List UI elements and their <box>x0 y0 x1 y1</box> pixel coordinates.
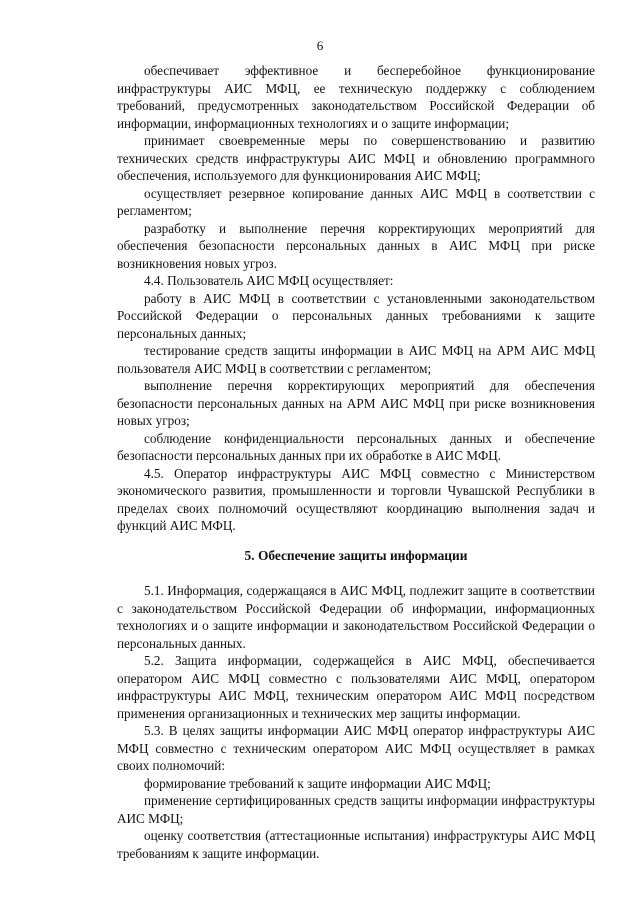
document-body <box>117 62 595 862</box>
page-number: 6 <box>316 38 324 53</box>
paragraph: соблюдение конфиденциальности персональных данных и обеспечение безопасности персональных данных при их обработке в АИС МФЦ. <box>117 430 595 463</box>
paragraph-clause-4-5: 4.5. Оператор инфраструктуры АИС МФЦ совместно с Министерством экономического развития, промышленности и торговли Чувашской Республики в пределах своих полномочий осуществляют координацию выполнения задач и функций АИС МФЦ. <box>117 465 595 533</box>
paragraph-clause-4-4: 4.4. Пользователь АИС МФЦ осуществляет: <box>144 273 394 288</box>
paragraph-clause-5-3: 5.3. В целях защиты информации АИС МФЦ оператор инфраструктуры АИС МФЦ совместно с техническим оператором АИС МФЦ осуществляет в рамках своих полномочий: <box>117 723 595 773</box>
paragraph: оценку соответствия (аттестационные испытания) инфраструктуры АИС МФЦ требованиям к защите информации. <box>117 828 595 861</box>
paragraph: осуществляет резервное копирование данных АИС МФЦ в соответствии с регламентом; <box>117 185 595 218</box>
paragraph: формирование требований к защите информации АИС МФЦ; <box>144 775 491 791</box>
section-title: 5. Обеспечение защиты информации <box>244 547 468 563</box>
paragraph-clause-5-1: 5.1. Информация, содержащаяся в АИС МФЦ, подлежит защите в соответствии с законодательством Российской Федерации об информации, информационных технологиях и о защите информации и законодательством Российской Федерации о персональных данных. <box>117 583 595 651</box>
paragraph: принимает своевременные меры по совершенствованию и развитию технических средств инфраструктуры АИС МФЦ и обновлению программного обеспечения, используемого для функционирования АИС МФЦ; <box>117 133 595 183</box>
paragraph: применение сертифицированных средств защиты информации инфраструктуры АИС МФЦ; <box>117 793 595 826</box>
paragraph-clause-5-2: 5.2. Защита информации, содержащейся в АИС МФЦ, обеспечивается оператором АИС МФЦ совместно с пользователями АИС МФЦ, оператором инфраструктуры АИС МФЦ, техническим оператором АИС МФЦ посредством применения организационных и технических мер защиты информации. <box>117 653 595 721</box>
paragraph: разработку и выполнение перечня корректирующих мероприятий для обеспечения безопасности персональных данных в АИС МФЦ при риске возникновения новых угроз. <box>117 220 595 271</box>
paragraph-continued: обеспечивает эффективное и бесперебойное функционирование инфраструктуры АИС МФЦ, ее техническую поддержку с соблюдением требований, предусмотренных законодательством Российской Федерации об информации, информационных технологиях и о защите информации; <box>117 63 595 131</box>
paragraph: выполнение перечня корректирующих мероприятий для обеспечения безопасности персональных данных на АРМ АИС МФЦ при риске возникновения новых угроз; <box>117 378 595 428</box>
paragraph: работу в АИС МФЦ в соответствии с установленными законодательством Российской Федерации о персональных данных требованиями к защите персональных данных; <box>117 290 595 341</box>
paragraph: тестирование средств защиты информации в АИС МФЦ на АРМ АИС МФЦ пользователя АИС МФЦ в соответствии с регламентом; <box>117 343 595 376</box>
